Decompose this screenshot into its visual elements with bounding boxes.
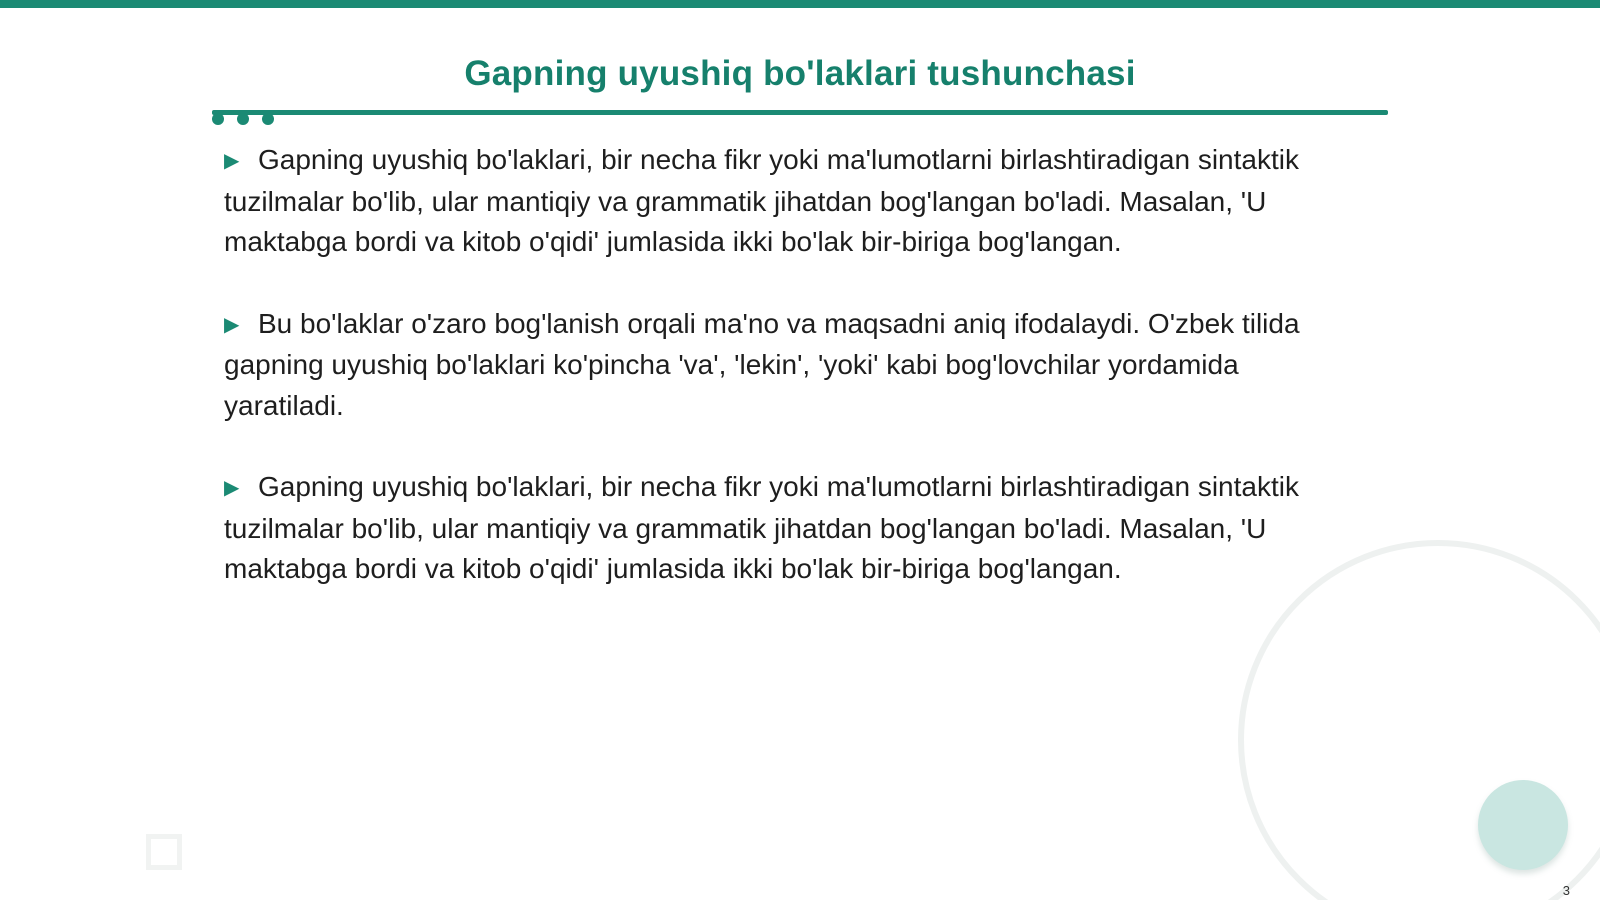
triangle-bullet-icon: ▶	[224, 477, 240, 499]
slide-number: 3	[1562, 883, 1570, 898]
decor-dot	[237, 113, 249, 125]
decor-dot	[262, 113, 274, 125]
bullet-item	[224, 140, 1344, 263]
bullet-text: Bu bo'laklar o'zaro bog'lanish orqali ma'no va maqsadni aniq ifodalaydi. O'zbek tilida gapning uyushiq bo'laklari ko'pincha 'va', 'lekin', 'yoki' kabi bog'lovchilar yordamida yaratiladi.	[224, 307, 1300, 421]
decor-circle	[1478, 780, 1568, 870]
decor-dot	[212, 113, 224, 125]
title-underline	[212, 110, 1388, 115]
triangle-bullet-icon: ▶	[224, 313, 240, 336]
bullet-item	[224, 467, 1344, 590]
bullet-text: Gapning uyushiq bo'laklari, bir necha fikr yoki ma'lumotlarni birlashtiradigan sintaktik tuzilmalar bo'lib, ular mantiqiy va grammatik jihatdan bog'langan bo'ladi. Masalan, 'U maktabga bordi va kitob o'qidi' jumlasida ikki bo'lak bir-biriga bog'langan.	[224, 144, 1299, 257]
slide-title: Gapning uyushiq bo'laklari tushunchasi	[464, 54, 1136, 93]
top-accent-bar	[0, 0, 1600, 8]
bullet-text: Gapning uyushiq bo'laklari, bir necha fikr yoki ma'lumotlarni birlashtiradigan sintaktik tuzilmalar bo'lib, ular mantiqiy va grammatik jihatdan bog'langan bo'ladi. Masalan, 'U maktabga bordi va kitob o'qidi' jumlasida ikki bo'lak bir-biriga bog'langan.	[224, 471, 1299, 584]
decor-square	[146, 834, 182, 870]
bullet-item	[224, 304, 1344, 427]
triangle-bullet-icon: ▶	[224, 150, 240, 172]
bullet-list	[224, 140, 1344, 631]
